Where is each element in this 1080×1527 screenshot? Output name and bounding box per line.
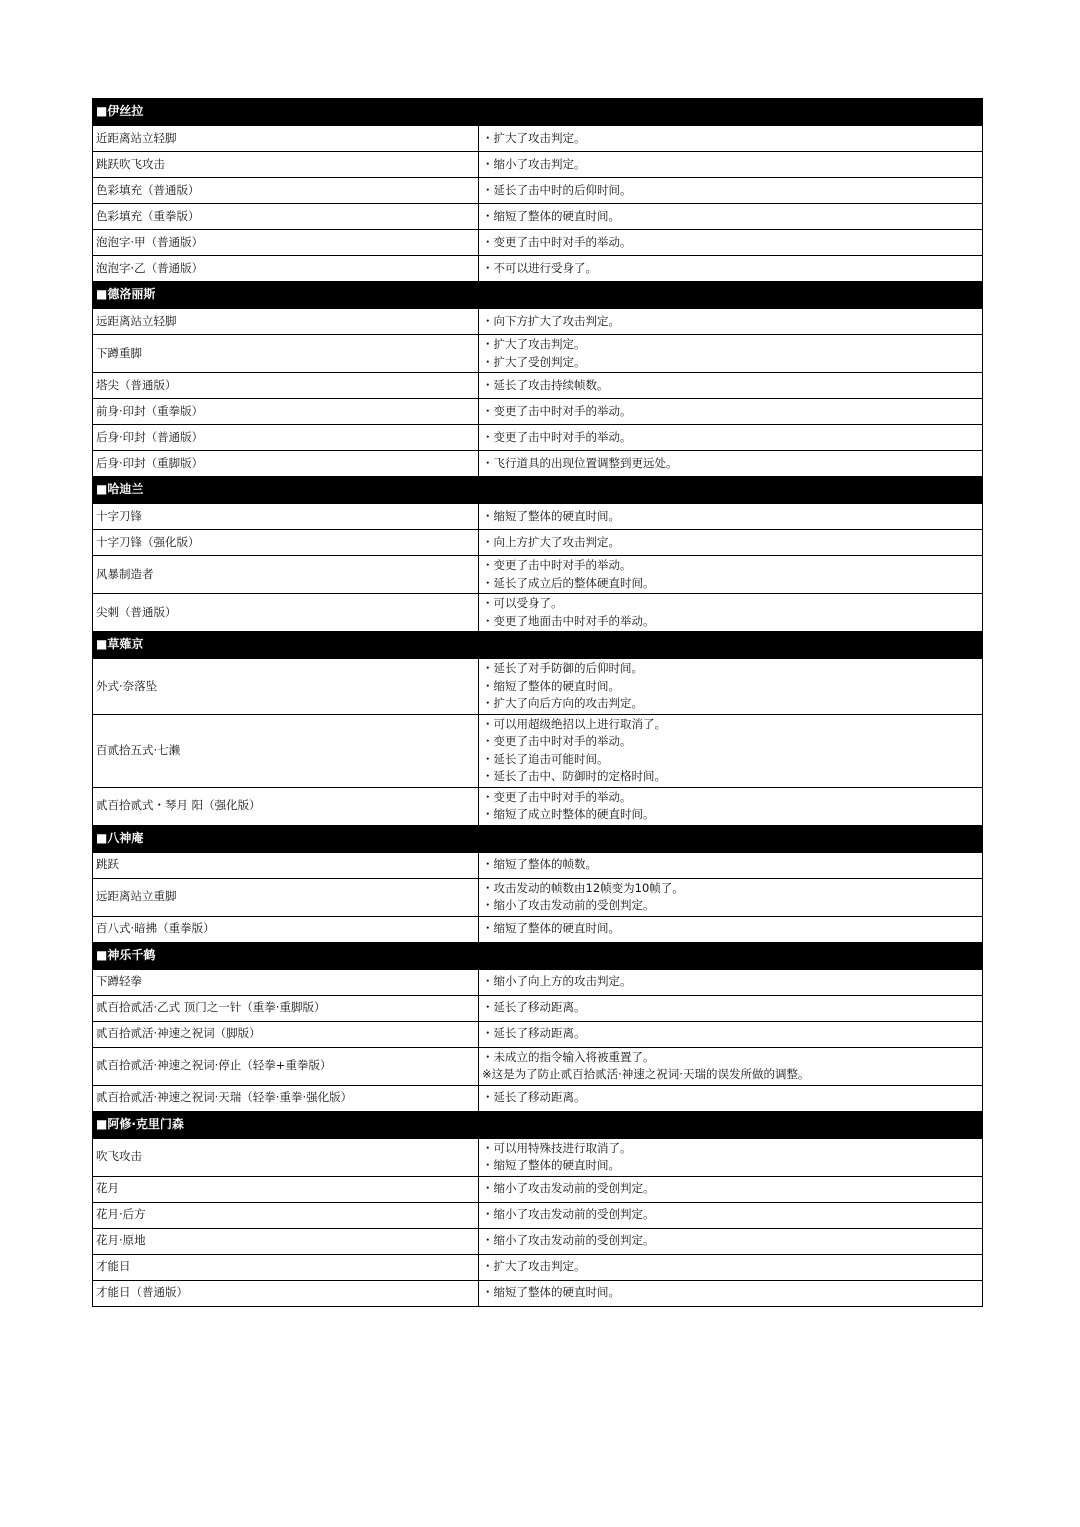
change-notes [479,204,983,230]
change-note: ・扩大了受创判定。 [482,354,586,369]
change-notes [479,878,983,916]
character-name: ■伊丝拉 [93,99,983,126]
change-note: ・可以用特殊技进行取消了。 [482,1140,632,1155]
change-note: ・向下方扩大了攻击判定。 [482,313,620,328]
move-name: 外式·奈落坠 [93,659,479,715]
character-name: ■德洛丽斯 [93,282,983,309]
change-note: ・变更了击中时对手的举动。 [482,558,632,572]
move-name: 泡泡字·甲（普通版） [93,230,479,256]
move-name: 吹飞攻击 [93,1138,479,1176]
change-note: ・延长了成立后的整体硬直时间。 [482,575,655,590]
table-row [93,1176,983,1202]
change-note: ・攻击发动的帧数由12帧变为10帧了。 [482,880,684,895]
character-name: ■神乐千鹤 [93,942,983,969]
move-name: 跳跃 [93,852,479,878]
change-note: ・缩小了向上方的攻击判定。 [482,974,632,989]
change-note: ・延长了移动距离。 [482,1026,586,1041]
change-note: ・延长了攻击持续帧数。 [482,377,609,392]
character-header-row [93,825,983,852]
table-row [93,969,983,995]
change-notes [479,1202,983,1228]
change-note: ・缩小了攻击判定。 [482,156,586,171]
change-note: ・缩短了成立时整体的硬直时间。 [482,807,655,821]
table-row [93,1228,983,1254]
move-name: 贰百拾贰式・琴月 阳（强化版） [93,787,479,825]
table-row [93,126,983,152]
change-note: ・缩小了攻击发动前的受创判定。 [482,898,655,912]
change-note: ・扩大了向后方向的攻击判定。 [482,696,643,710]
change-notes [479,1254,983,1280]
change-notes [479,152,983,178]
change-notes [479,399,983,425]
move-name: 十字刀锋（强化版） [93,530,479,556]
move-name: 百八式·暗拂（重拳版） [93,916,479,942]
move-name: 后身·印封（重脚版） [93,451,479,477]
move-name: 尖刺（普通版） [93,594,479,632]
move-name: 才能日 [93,1254,479,1280]
change-notes [479,969,983,995]
change-notes [479,256,983,282]
move-name: 才能日（普通版） [93,1280,479,1306]
change-note: ・延长了击中、防御时的定格时间。 [482,769,666,783]
move-name: 后身·印封（普通版） [93,425,479,451]
change-note: ・变更了击中时对手的举动。 [482,789,632,804]
change-note: ・延长了击中时的后仰时间。 [482,182,632,197]
character-header-row [93,1111,983,1138]
change-notes [479,335,983,373]
change-notes [479,1021,983,1047]
move-name: 风暴制造者 [93,556,479,594]
table-row [93,373,983,399]
character-name: ■八神庵 [93,825,983,852]
change-note: ・变更了地面击中时对手的举动。 [482,613,655,628]
change-notes [479,126,983,152]
change-notes [479,425,983,451]
change-notes [479,530,983,556]
change-notes [479,916,983,942]
change-notes [479,1085,983,1111]
move-name: 前身·印封（重拳版） [93,399,479,425]
change-note: ・可以受身了。 [482,596,563,610]
change-notes [479,659,983,715]
change-note: ・缩小了攻击发动前的受创判定。 [482,1207,655,1222]
change-notes [479,451,983,477]
table-row [93,594,983,632]
change-note: ・缩短了整体的硬直时间。 [482,921,620,936]
table-row [93,530,983,556]
change-note: ・扩大了攻击判定。 [482,1259,586,1274]
change-notes [479,556,983,594]
change-note: ・飞行道具的出现位置调整到更远处。 [482,455,678,470]
move-name: 塔尖（普通版） [93,373,479,399]
table-row [93,1021,983,1047]
table-row [93,152,983,178]
change-notes [479,309,983,335]
change-notes [479,1176,983,1202]
table-row [93,204,983,230]
table-row [93,714,983,787]
change-notes [479,714,983,787]
table-row [93,178,983,204]
table-row [93,230,983,256]
table-row [93,1254,983,1280]
move-name: 近距离站立轻脚 [93,126,479,152]
change-note: ・未成立的指令输入将被重置了。 [482,1049,655,1064]
table-row [93,425,983,451]
change-note: ※这是为了防止贰百拾贰活·神速之祝词·天瑞的误发所做的调整。 [482,1067,810,1081]
change-notes [479,852,983,878]
table-row [93,995,983,1021]
change-note: ・缩短了整体的硬直时间。 [482,1285,620,1300]
table-row [93,1047,983,1085]
change-notes [479,230,983,256]
change-note: ・向上方扩大了攻击判定。 [482,534,620,549]
change-table [92,98,983,1307]
table-row [93,852,983,878]
move-name: 百贰拾五式·七濑 [93,714,479,787]
change-note: ・缩短了整体的帧数。 [482,857,597,872]
character-header-row [93,477,983,504]
move-name: 贰百拾贰活·神速之祝词·停止（轻拳+重拳版） [93,1047,479,1085]
table-row [93,309,983,335]
table-row [93,1202,983,1228]
table-row [93,504,983,530]
character-header-row [93,282,983,309]
table-row [93,1085,983,1111]
change-note: ・缩小了攻击发动前的受创判定。 [482,1233,655,1248]
move-name: 下蹲轻拳 [93,969,479,995]
character-header-row [93,632,983,659]
table-row [93,451,983,477]
table-row [93,878,983,916]
move-name: 十字刀锋 [93,504,479,530]
table-row [93,256,983,282]
change-notes [479,1047,983,1085]
change-note: ・扩大了攻击判定。 [482,337,586,351]
change-note: ・缩短了整体的硬直时间。 [482,208,620,223]
move-name: 贰百拾贰活·乙式 顶门之一针（重拳·重脚版） [93,995,479,1021]
move-name: 远距离站立重脚 [93,878,479,916]
change-note: ・缩短了整体的硬直时间。 [482,508,620,523]
character-name: ■阿修·克里门森 [93,1111,983,1138]
character-name: ■草薙京 [93,632,983,659]
change-note: ・缩短了整体的硬直时间。 [482,678,620,693]
change-note: ・变更了击中时对手的举动。 [482,734,632,748]
change-note: ・变更了击中时对手的举动。 [482,429,632,444]
change-notes [479,1228,983,1254]
change-notes [479,787,983,825]
change-note: ・缩短了整体的硬直时间。 [482,1158,620,1172]
change-note: ・缩小了攻击发动前的受创判定。 [482,1181,655,1196]
move-name: 色彩填充（重拳版） [93,204,479,230]
table-row [93,916,983,942]
move-name: 泡泡字·乙（普通版） [93,256,479,282]
change-notes [479,178,983,204]
change-notes [479,995,983,1021]
change-note: ・延长了对手防御的后仰时间。 [482,661,643,675]
move-name: 色彩填充（普通版） [93,178,479,204]
move-name: 花月·原地 [93,1228,479,1254]
table-row [93,1138,983,1176]
character-header-row [93,942,983,969]
move-name: 跳跃吹飞攻击 [93,152,479,178]
character-name: ■哈迪兰 [93,477,983,504]
change-notes [479,1138,983,1176]
change-note: ・延长了追击可能时间。 [482,751,609,766]
table-row [93,787,983,825]
move-name: 远距离站立轻脚 [93,309,479,335]
balance-change-sheet [92,98,982,1307]
move-name: 贰百拾贰活·神速之祝词·天瑞（轻拳·重拳·强化版） [93,1085,479,1111]
change-note: ・变更了击中时对手的举动。 [482,234,632,249]
change-note: ・可以用超级绝招以上进行取消了。 [482,716,666,731]
change-note: ・延长了移动距离。 [482,1000,586,1015]
change-note: ・扩大了攻击判定。 [482,130,586,145]
change-notes [479,504,983,530]
table-row [93,659,983,715]
change-notes [479,594,983,632]
move-name: 花月 [93,1176,479,1202]
change-note: ・不可以进行受身了。 [482,260,597,275]
table-row [93,1280,983,1306]
change-note: ・变更了击中时对手的举动。 [482,403,632,418]
character-header-row [93,99,983,126]
move-name: 贰百拾贰活·神速之祝词（脚版） [93,1021,479,1047]
move-name: 下蹲重脚 [93,335,479,373]
change-notes [479,373,983,399]
move-name: 花月·后方 [93,1202,479,1228]
table-row [93,335,983,373]
change-notes [479,1280,983,1306]
change-note: ・延长了移动距离。 [482,1090,586,1105]
change-table-body [93,99,983,1307]
table-row [93,556,983,594]
table-row [93,399,983,425]
